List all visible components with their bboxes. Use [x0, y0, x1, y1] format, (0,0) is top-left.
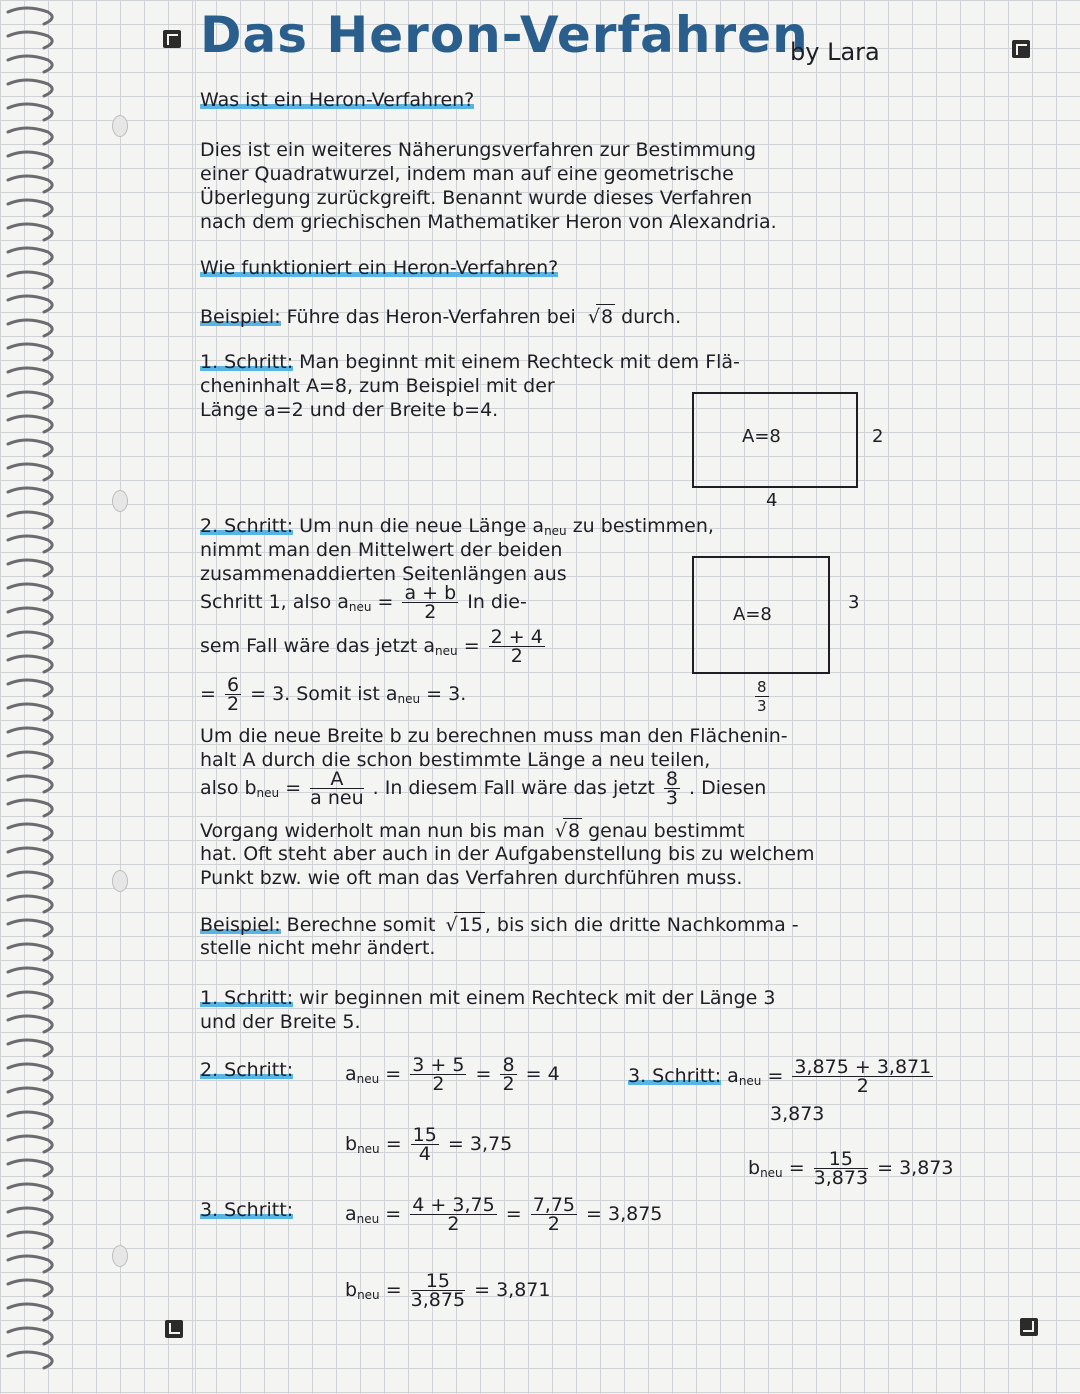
section-heading-how: Wie funktioniert ein Heron-Verfahren?	[200, 257, 559, 279]
rect-area-label: A=8	[733, 604, 772, 625]
root-expression: √ 8	[563, 818, 582, 843]
step2-line: Schritt 1, also $a_{neu}$ = $\frac{a + b}{2}$ In die-	[200, 582, 527, 623]
step2-para: also $b_{neu}$ = $\frac{A}{\text{a neu}}$ . In diesem Fall wäre das jetzt $\frac{8}{3}$ . Diesen	[200, 768, 767, 809]
rect-bottom-label: $\frac{8}{3}$	[757, 678, 767, 715]
rect-side-label: 2	[872, 426, 884, 447]
paragraph-line: Überlegung zurückgreift. Benannt wurde dieses Verfahren	[200, 187, 753, 209]
step2-para: Um die neue Breite b zu berechnen muss man den Flächenin-	[200, 725, 788, 747]
fraction: $\frac{6}{2}$	[226, 674, 240, 715]
punch-hole	[112, 1245, 128, 1267]
calc-right-a-result: 3,873	[770, 1103, 825, 1125]
corner-mark-icon	[1012, 40, 1030, 58]
calc-step3-a: $a_{neu}$ = $\frac{4 + 3,75}{2}$ = $\frac{7,75}{2}$ = 3,875	[345, 1194, 663, 1235]
example2-line: stelle nicht mehr ändert.	[200, 937, 436, 959]
step2-line: 2. Schritt: Um nun die neue Länge $a_{neu}$ zu bestimmen,	[200, 515, 714, 538]
example2-line: Beispiel: Berechne somit √ 15 , bis sich die dritte Nachkomma -	[200, 912, 799, 937]
calc-right-step3: 3. Schritt: $a_{neu}$ = $\frac{3,875 + 3,871}{2}$	[628, 1056, 932, 1097]
step2-para: hat. Oft steht aber auch in der Aufgabenstellung bis zu welchem	[200, 843, 815, 865]
author-byline: by Lara	[790, 38, 880, 66]
page-title: Das Heron-Verfahren	[200, 6, 809, 64]
rect-area-label: A=8	[742, 426, 781, 447]
root-expression: √ 15	[454, 912, 485, 937]
paragraph-line: Dies ist ein weiteres Näherungsverfahren zur Bestimmung	[200, 139, 757, 161]
fraction: $\frac{8}{3}$	[665, 768, 678, 809]
calc-step1: und der Breite 5.	[200, 1011, 361, 1033]
calc-right-b: $b_{neu}$ = $\frac{15}{3,873}$ = 3,873	[748, 1148, 954, 1189]
punch-hole	[112, 870, 128, 892]
step2-label: 2. Schritt:	[200, 515, 294, 537]
calc-step1-label: 1. Schritt:	[200, 987, 294, 1009]
calc-right-step3-label: 3. Schritt:	[628, 1065, 722, 1087]
calc-step2-label: 2. Schritt:	[200, 1059, 294, 1081]
spiral-binding	[0, 0, 70, 1394]
step1-label: 1. Schritt:	[200, 351, 294, 373]
step2-line: zusammenaddierten Seitenlängen aus	[200, 563, 567, 585]
calc-step3-b: $b_{neu}$ = $\frac{15}{3,875}$ = 3,871	[345, 1270, 551, 1311]
example-label: Beispiel:	[200, 306, 281, 328]
corner-mark-icon	[165, 1320, 183, 1338]
step2-line: = $\frac{6}{2}$ = 3. Somit ist $a_{neu} = 3$.	[200, 674, 467, 715]
step2-para: Vorgang widerholt man nun bis man √ 8 genau bestimmt	[200, 818, 745, 843]
example-line: Beispiel: Führe das Heron-Verfahren bei √ 8 durch.	[200, 304, 681, 329]
step1-line: Länge a=2 und der Breite b=4.	[200, 399, 499, 421]
margin-line	[195, 0, 196, 1394]
rect-bottom-label: 4	[766, 490, 778, 511]
step2-para: Punkt bzw. wie oft man das Verfahren durchführen muss.	[200, 867, 743, 889]
step1-line: cheninhalt A=8, zum Beispiel mit der	[200, 375, 555, 397]
fraction: $\frac{2 + 4}{2}$	[490, 626, 543, 667]
paragraph-line: einer Quadratwurzel, indem man auf eine geometrische	[200, 163, 734, 185]
section-heading-what: Was ist ein Heron-Verfahren?	[200, 89, 475, 111]
punch-hole	[112, 115, 128, 137]
fraction: $\frac{A}{\text{a neu}}$	[310, 768, 364, 809]
step2-para: halt A durch die schon bestimmte Länge a neu teilen,	[200, 749, 711, 771]
punch-hole	[112, 490, 128, 512]
calc-step2-a: $a_{neu}$ = $\frac{3 + 5}{2}$ = $\frac{8}{2}$ = 4	[345, 1054, 560, 1095]
example2-label: Beispiel:	[200, 914, 281, 936]
calc-step3-label: 3. Schritt:	[200, 1199, 294, 1221]
calc-step1: 1. Schritt: wir beginnen mit einem Rechteck mit der Länge 3	[200, 987, 776, 1009]
step2-line: nimmt man den Mittelwert der beiden	[200, 539, 563, 561]
root-expression: √ 8	[596, 304, 615, 329]
calc-step2-b: $b_{neu}$ = $\frac{15}{4}$ = 3,75	[345, 1124, 513, 1165]
paragraph-line: nach dem griechischen Mathematiker Heron von Alexandria.	[200, 211, 777, 233]
step1-line: 1. Schritt: Man beginnt mit einem Rechteck mit dem Flä-	[200, 351, 740, 373]
fraction: $\frac{a + b}{2}$	[404, 582, 457, 623]
step2-line: sem Fall wäre das jetzt $a_{neu}$ = $\frac{2 + 4}{2}$	[200, 626, 543, 667]
corner-mark-icon	[1020, 1318, 1038, 1336]
corner-mark-icon	[163, 30, 181, 48]
rect-side-label: 3	[848, 592, 860, 613]
